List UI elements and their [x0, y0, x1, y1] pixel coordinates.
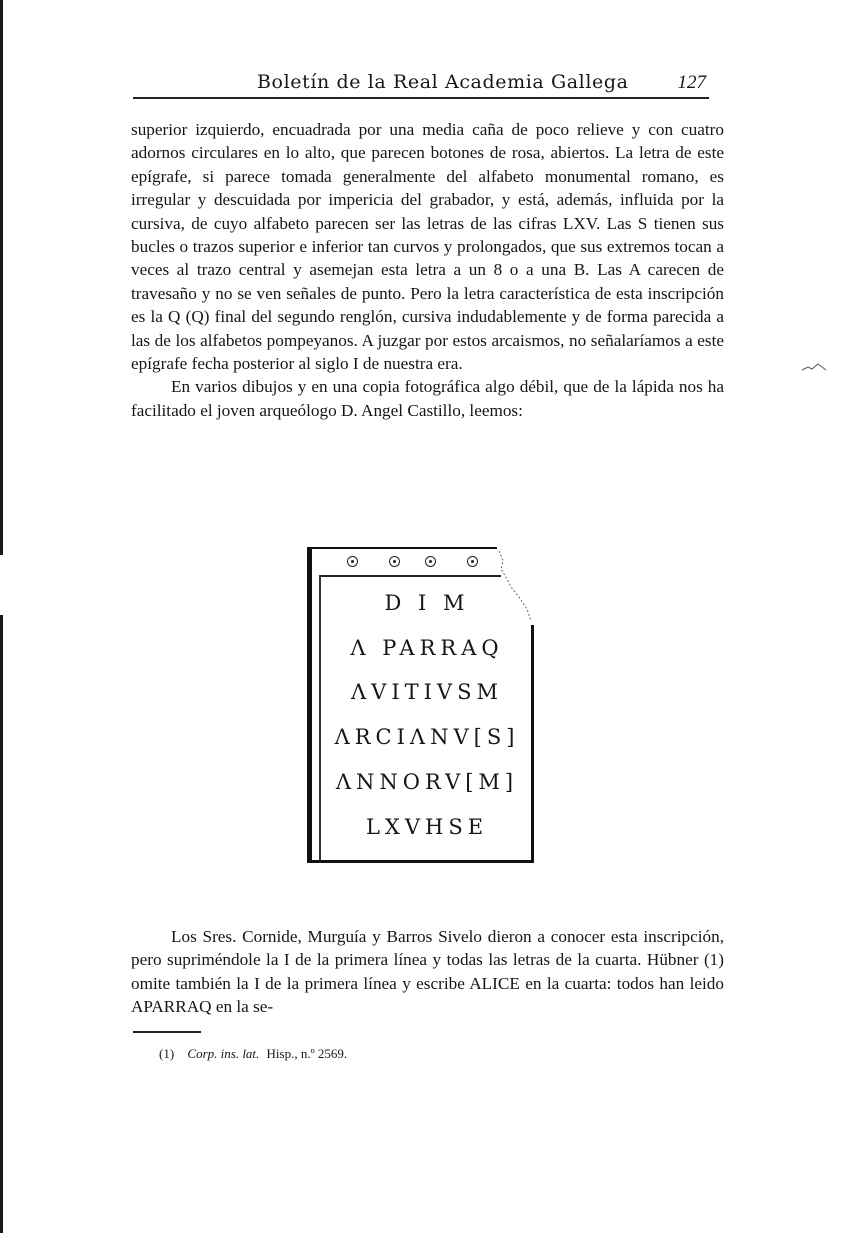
footnote-rule: [133, 1031, 201, 1033]
margin-mark: [800, 360, 830, 374]
footnote-source: Corp. ins. lat.: [187, 1046, 260, 1061]
footnote-reference: Hisp., n.º 2569.: [266, 1046, 348, 1061]
inscription-line-2: Λ PARRAQ: [350, 636, 504, 660]
rosette-icon: [425, 556, 436, 567]
inscription-drawing: [307, 547, 537, 865]
paragraph-2: En varios dibujos y en una copia fotográfica algo débil, que de la lápida nos ha facilitado el joven arqueólogo D. Angel Castillo, leemos:: [131, 377, 724, 420]
footnote-number: (1): [159, 1046, 175, 1061]
frame-right-edge: [531, 625, 534, 861]
header-rule: [133, 97, 709, 99]
running-title: Boletín de la Real Academia Gallega: [257, 71, 629, 93]
text-block-bottom: [131, 925, 724, 1019]
rosette-icon: [467, 556, 478, 567]
frame-bottom-edge: [307, 860, 534, 863]
inscription-line-5: ΛNNORV[M]: [335, 770, 519, 794]
page-binding-edge: [0, 0, 3, 1233]
page-header: [133, 71, 708, 97]
rosette-icon: [347, 556, 358, 567]
frame-left-edge: [307, 547, 312, 861]
footnote: [159, 1046, 347, 1062]
frame-inner-top-edge: [319, 575, 501, 577]
page-number: 127: [677, 72, 706, 93]
paragraph-3: Los Sres. Cornide, Murguía y Barros Sivelo dieron a conocer esta inscripción, pero supriméndole la I de la primera línea y todas las letras de la cuarta. Hübner (1) omite también la I de la primera línea y escribe ALICE en la cuarta: todos han leido APARRAQ en la se-: [131, 927, 724, 1017]
frame-top-edge: [307, 547, 497, 549]
binding-edge-gap: [0, 555, 3, 615]
inscription-line-6: LXVHSE: [365, 815, 489, 839]
text-block-top: [131, 118, 724, 422]
inscription-line-4: ΛRCIΛNV[S]: [334, 725, 520, 749]
frame-inner-left-edge: [319, 575, 321, 861]
paragraph-1: superior izquierdo, encuadrada por una media caña de poco relieve y con cuatro adornos circulares en lo alto, que parecen botones de rosa, abiertos. La letra de este epígrafe, si parece tomada generalmente del alfabeto monumental romano, es irregular y descuidada por impericia del grabador, y está, además, influida por la cursiva, de cuyo alfabeto parecen ser las letras de las cifras LXV. Las S tienen sus bucles o trazos superior e inferior tan curvos y prolongados, que sus extremos tocan a veces al trazo central y asemejan esta letra a un 8 o a una B. Las A carecen de travesaño y no se ven señales de punto. Pero la letra característica de esta inscripción es la Q (Q) final del segundo renglón, cursiva indudablemente y de forma parecida a las de los alfabetos pompeyanos. A juzgar por estos arcaismos, no señalaríamos a este epígrafe fecha posterior al siglo I de nuestra era.: [131, 120, 724, 374]
inscription-line-3: ΛVITIVSM: [351, 680, 503, 704]
rosette-icon: [389, 556, 400, 567]
inscription-line-1: D I M: [384, 591, 470, 615]
